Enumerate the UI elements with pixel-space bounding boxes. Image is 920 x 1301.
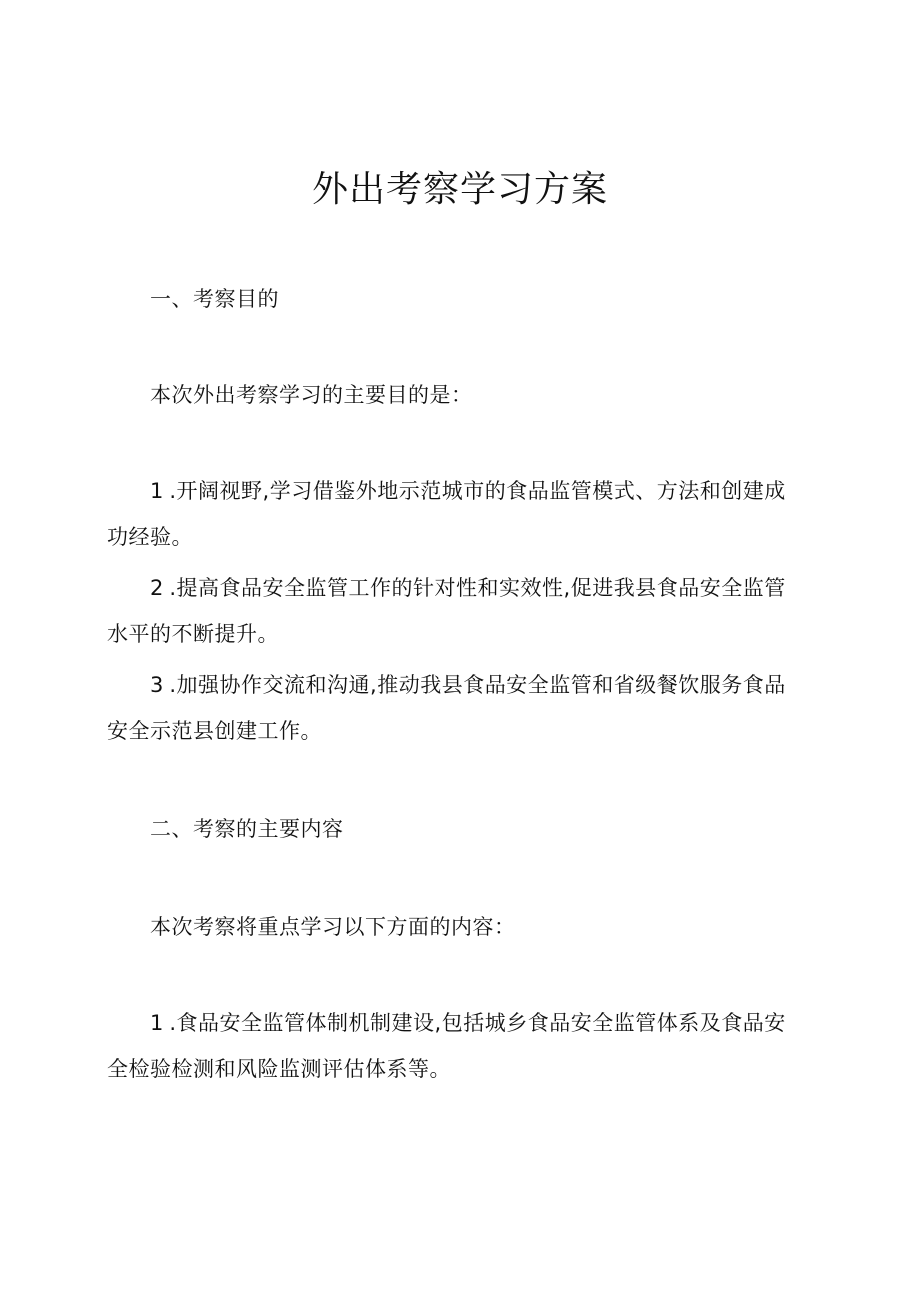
- list-item-text: .提高食品安全监管工作的针对性和实效性,促进我县食品安全监管水平的不断提升。: [107, 576, 786, 646]
- list-item-number: 2: [150, 576, 170, 600]
- list-item-number: 3: [150, 673, 170, 697]
- section-intro-content: 本次考察将重点学习以下方面的内容：: [150, 915, 516, 939]
- list-item-number: 1: [150, 1011, 170, 1035]
- list-item: [107, 1000, 807, 1092]
- list-item: [107, 565, 807, 657]
- section-heading-purpose: 一、考察目的: [150, 287, 279, 311]
- document-title: 外出考察学习方案: [311, 169, 608, 210]
- list-item: [107, 468, 807, 560]
- list-item-text: .加强协作交流和沟通,推动我县食品安全监管和省级餐饮服务食品安全示范县创建工作。: [107, 673, 786, 743]
- list-item: [107, 662, 807, 754]
- section-intro-purpose: 本次外出考察学习的主要目的是：: [150, 383, 473, 407]
- list-item-text: .开阔视野,学习借鉴外地示范城市的食品监管模式、方法和创建成功经验。: [107, 479, 786, 549]
- list-item-text: .食品安全监管体制机制建设,包括城乡食品安全监管体系及食品安全检验检测和风险监测评估体系等。: [107, 1011, 786, 1081]
- section-heading-content: 二、考察的主要内容: [150, 817, 344, 841]
- list-item-number: 1: [150, 479, 170, 503]
